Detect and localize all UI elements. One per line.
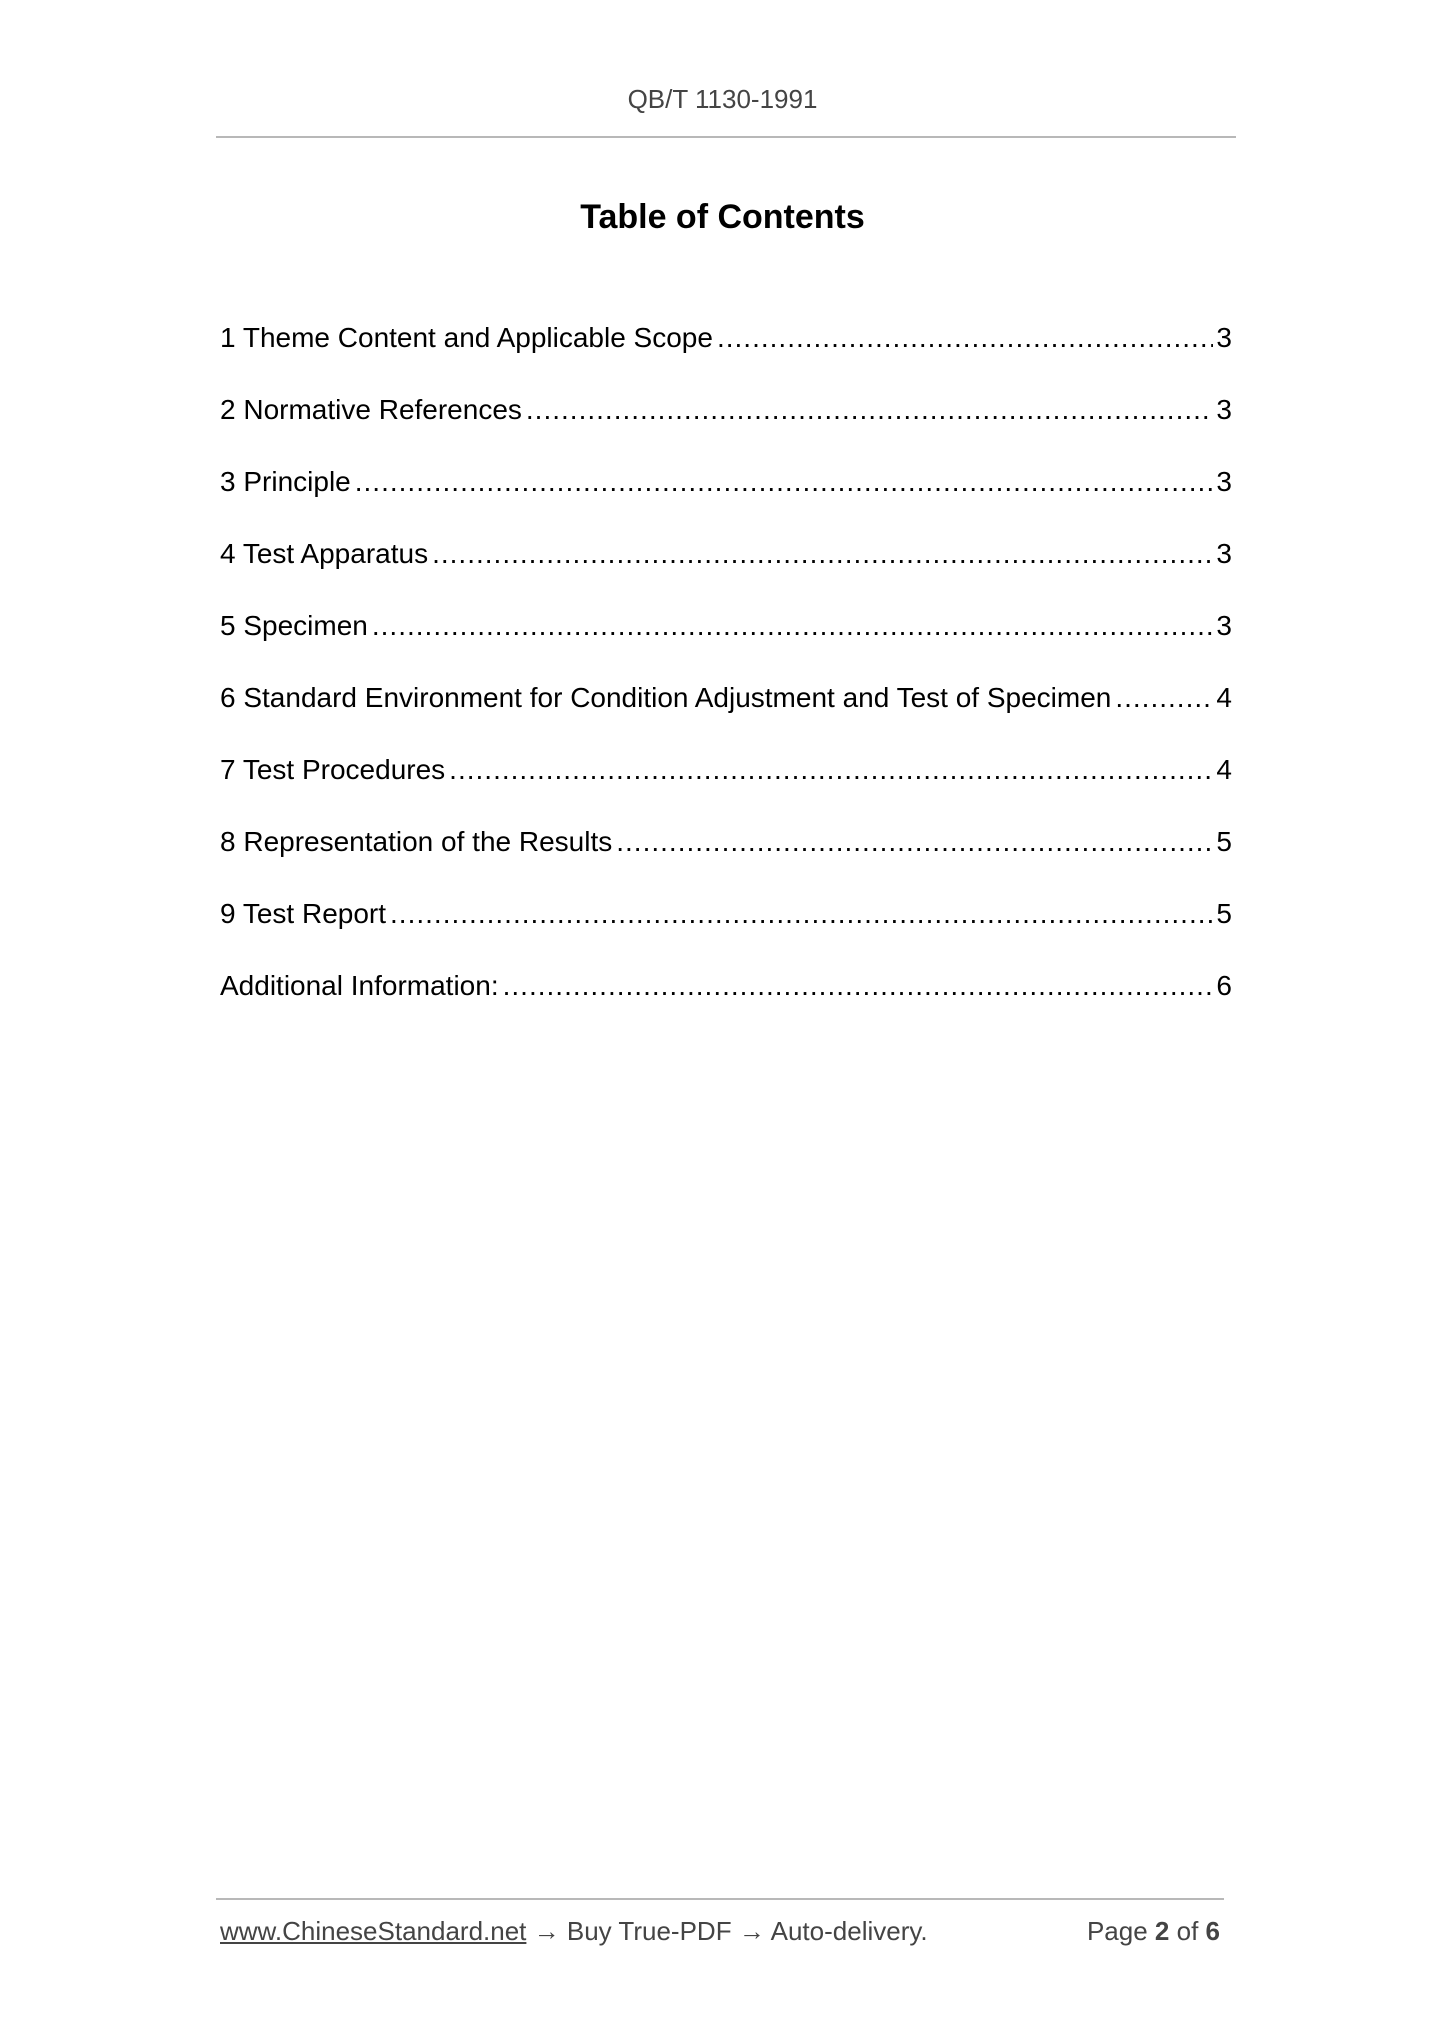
toc-entry-1[interactable] xyxy=(220,318,1232,390)
toc-entry-title: 4 Test Apparatus xyxy=(220,538,429,569)
toc-entry-8[interactable] xyxy=(220,822,1232,894)
toc-leader-dots xyxy=(503,966,1214,1006)
toc-leader-dots xyxy=(355,462,1214,502)
current-page-number: 2 xyxy=(1154,1916,1170,1946)
toc-entry-page: 6 xyxy=(1216,970,1232,1001)
toc-leader-dots xyxy=(1115,678,1213,718)
toc-entry-page: 3 xyxy=(1216,322,1232,353)
toc-entry-page: 3 xyxy=(1216,610,1232,641)
toc-heading: Table of Contents xyxy=(580,198,865,236)
toc-entry-4[interactable] xyxy=(220,534,1232,606)
arrow-right-icon: → xyxy=(738,1916,765,1946)
toc-entry-5[interactable] xyxy=(220,606,1232,678)
toc-entry-6[interactable] xyxy=(220,678,1232,750)
document-id-header: QB/T 1130-1991 xyxy=(627,84,818,114)
page-indicator xyxy=(1087,1916,1220,1947)
toc-leader-dots xyxy=(372,606,1214,646)
total-pages-number: 6 xyxy=(1205,1916,1220,1946)
toc-entry-title: 2 Normative References xyxy=(220,394,522,425)
header-divider xyxy=(216,136,1236,138)
toc-entry-page: 5 xyxy=(1216,898,1232,929)
toc-entry-3[interactable] xyxy=(220,462,1232,534)
toc-entry-title: 9 Test Report xyxy=(220,898,387,929)
of-label: of xyxy=(1176,1916,1199,1946)
toc-entry-title: 8 Representation of the Results xyxy=(220,826,613,857)
toc-entry-page: 5 xyxy=(1216,826,1232,857)
toc-entry-title: 5 Specimen xyxy=(220,610,368,641)
toc-entry-page: 4 xyxy=(1216,682,1232,713)
toc-leader-dots xyxy=(390,894,1213,934)
footer-divider xyxy=(216,1898,1224,1900)
toc-entry-title: 7 Test Procedures xyxy=(220,754,446,785)
toc-leader-dots xyxy=(717,318,1213,358)
website-link[interactable]: www.ChineseStandard.net xyxy=(220,1916,527,1946)
toc-entry-9[interactable] xyxy=(220,894,1232,966)
toc-leader-dots xyxy=(432,534,1213,574)
toc-entry-page: 3 xyxy=(1216,394,1232,425)
toc-entry-title: 6 Standard Environment for Condition Adjustment and Test of Specimen xyxy=(220,682,1112,713)
footer-promo xyxy=(220,1916,928,1947)
page-label: Page xyxy=(1086,1916,1148,1946)
page-footer xyxy=(220,1916,1220,1956)
toc-entry-7[interactable] xyxy=(220,750,1232,822)
toc-list xyxy=(220,318,1232,1038)
toc-entry-title: Additional Information: xyxy=(220,970,499,1001)
buy-true-pdf-text: Buy True-PDF xyxy=(566,1916,732,1946)
toc-entry-page: 3 xyxy=(1216,538,1232,569)
toc-entry-page: 4 xyxy=(1216,754,1232,785)
auto-delivery-text: Auto-delivery. xyxy=(770,1916,928,1946)
arrow-right-icon: → xyxy=(533,1916,560,1946)
toc-entry-additional-info[interactable] xyxy=(220,966,1232,1038)
toc-entry-title: 3 Principle xyxy=(220,466,351,497)
toc-leader-dots xyxy=(449,750,1213,790)
toc-entry-2[interactable] xyxy=(220,390,1232,462)
toc-entry-title: 1 Theme Content and Applicable Scope xyxy=(220,322,713,353)
toc-leader-dots xyxy=(526,390,1214,430)
toc-leader-dots xyxy=(616,822,1213,862)
toc-entry-page: 3 xyxy=(1216,466,1232,497)
